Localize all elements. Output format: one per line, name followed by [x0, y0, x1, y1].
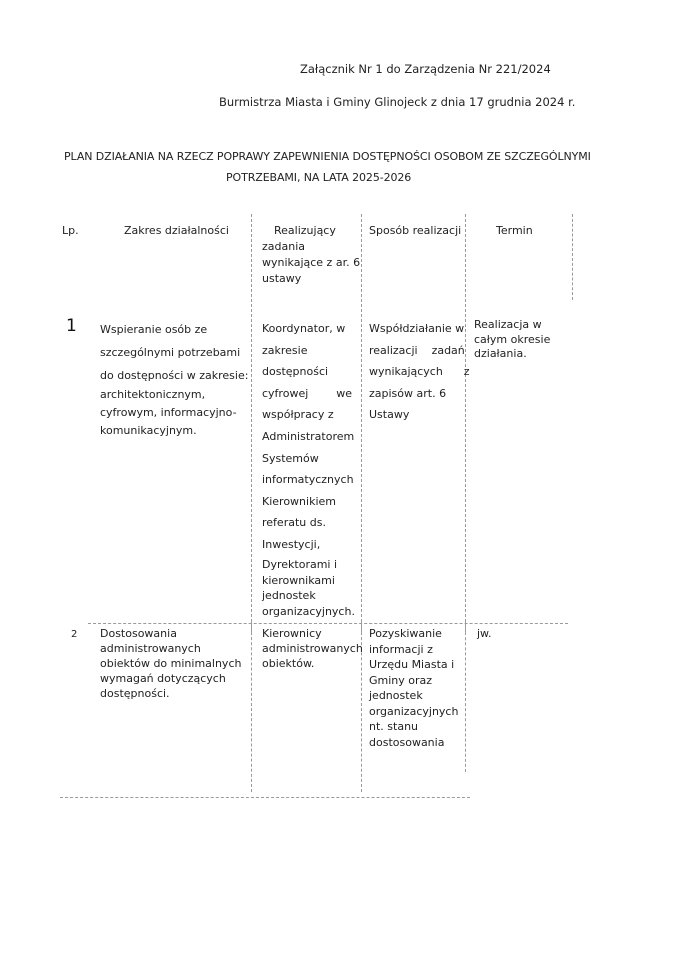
row-2-termin: jw. [477, 627, 492, 640]
table-column-divider [251, 622, 252, 792]
row-2-sposob: Pozyskiwanie informacji z Urzędu Miasta i Gminy oraz jednostek organizacyjnych nt. stanu dostosowania [369, 627, 459, 749]
table-bottom-border [60, 797, 470, 798]
attachment-header: Załącznik Nr 1 do Zarządzenia Nr 221/2024 [300, 62, 551, 76]
row-1-realizujacy: Koordynator, w zakresie dostępności cyfrowej we współpracy z Administratorem Systemów informatycznych Kierownikiem referatu ds. Inwestycji, [262, 322, 355, 551]
document-title-line1: PLAN DZIAŁANIA NA RZECZ POPRAWY ZAPEWNIENIA DOSTĘPNOŚCI OSOBOM ZE SZCZEGÓLNYMI [64, 150, 591, 163]
table-column-divider [572, 214, 573, 300]
table-column-divider [465, 622, 466, 772]
row-1-zakres-cont: architektonicznym, cyfrowym, informacyjno- komunikacyjnym. [100, 388, 237, 437]
header-lp: Lp. [62, 224, 79, 237]
header-sposob: Sposób realizacji [369, 224, 462, 237]
header-realizujacy: Realizujący zadania wynikające z ar. 6 ustawy [262, 224, 361, 285]
document-title-line2: POTRZEBAMI, NA LATA 2025-2026 [226, 171, 412, 184]
table-column-divider [251, 214, 252, 632]
row-2-realizujacy: Kierownicy administrowanych obiektów. [262, 627, 363, 670]
row-1-number: 1 [66, 316, 77, 336]
header-termin: Termin [496, 224, 533, 237]
row-1-zakres: Wspieranie osób ze szczególnymi potrzebami do dostępności w zakresie: [100, 323, 249, 382]
header-zakres: Zakres działalności [124, 224, 229, 237]
issuer-header: Burmistrza Miasta i Gminy Glinojeck z dnia 17 grudnia 2024 r. [219, 95, 576, 109]
table-row-divider [88, 623, 568, 624]
table-column-divider [361, 214, 362, 632]
row-1-realizujacy-cont: Dyrektorami i kierownikami jednostek organizacyjnych. [262, 558, 355, 618]
row-2-number: 2 [71, 629, 78, 640]
row-1-sposob: Współdziałanie w realizacji zadań wynikających z zapisów art. 6 Ustawy [369, 322, 470, 421]
row-1-termin: Realizacja w całym okresie działania. [474, 318, 551, 360]
row-2-zakres: Dostosowania administrowanych obiektów do minimalnych wymagań dotyczących dostępności. [100, 627, 242, 700]
